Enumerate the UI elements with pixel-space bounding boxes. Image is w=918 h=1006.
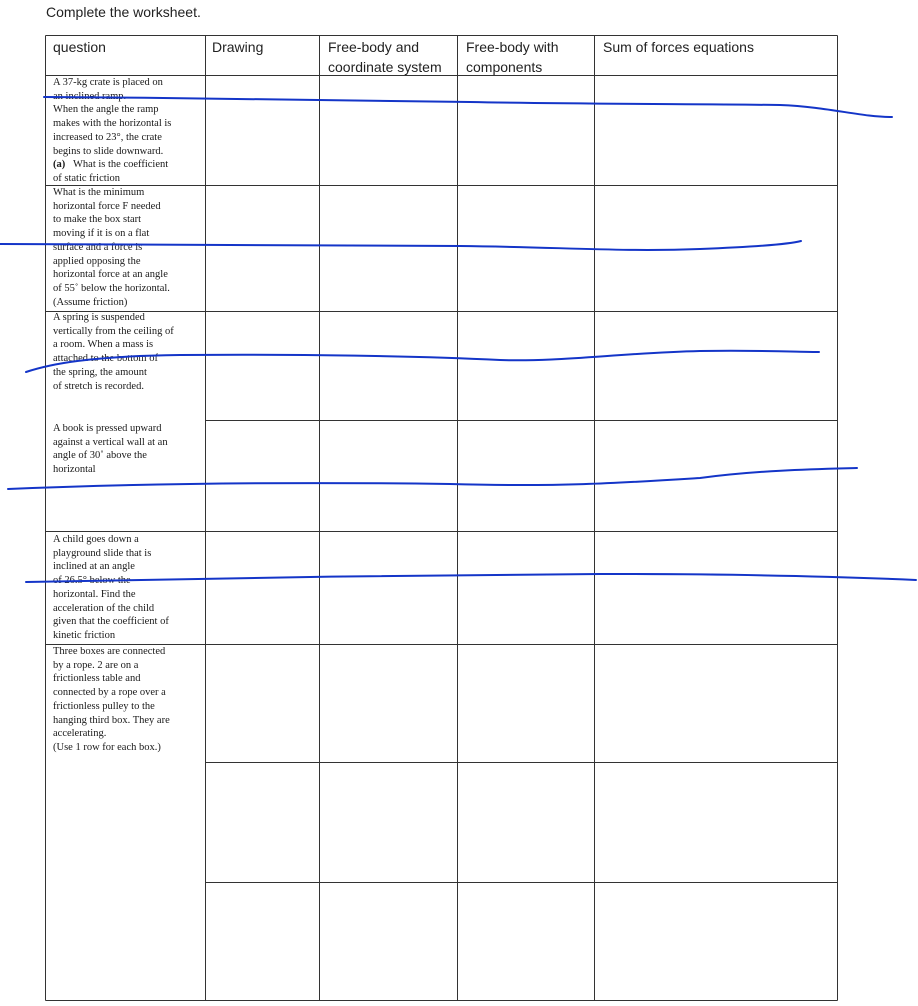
question-coefficient-static: What is the coefficient of static friction — [53, 159, 169, 184]
question-inclined-ramp: A 37-kg crate is placed on an inclined ramp. When the angle the ramp makes with the horizontal is increased to 23°, the crate begins to slide downward. — [53, 77, 172, 157]
worksheet-instruction: Complete the worksheet. — [46, 4, 201, 20]
worksheet-table — [45, 35, 838, 1001]
header-free-body-coordinate: Free-body and coordinate system — [328, 39, 442, 75]
part-a-label: (a) — [53, 159, 66, 170]
coefficient-line-1: What is the coefficient — [73, 159, 169, 170]
header-drawing: Drawing — [212, 39, 264, 55]
question-three-boxes: Three boxes are connected by a rope. 2 are on a frictionless table and connected by a rope over a frictionless pulley to the hanging third box. They are accelerating. (Use 1 row for each box.) — [53, 646, 170, 753]
question-minimum-force: What is the minimum horizontal force F needed to make the box start moving if it is on a flat surface and a force is applied opposing the horizontal force at an angle of 55˚ below the horizontal. (Assume friction) — [53, 187, 170, 308]
header-free-body-components: Free-body with components — [466, 39, 559, 75]
question-spring: A spring is suspended vertically from the ceiling of a room. When a mass is attached to the bottom of the spring, the amount of stretch is recorded. — [53, 312, 174, 392]
header-sum-of-forces: Sum of forces equations — [603, 39, 754, 55]
question-book-wall: A book is pressed upward against a vertical wall at an angle of 30˚ above the horizontal — [53, 423, 168, 476]
question-child-slide: A child goes down a playground slide that is inclined at an angle of 26.5° below the horizontal. Find the acceleration of the child given that the coefficient of kinetic friction — [53, 534, 169, 641]
header-question: question — [53, 39, 106, 55]
